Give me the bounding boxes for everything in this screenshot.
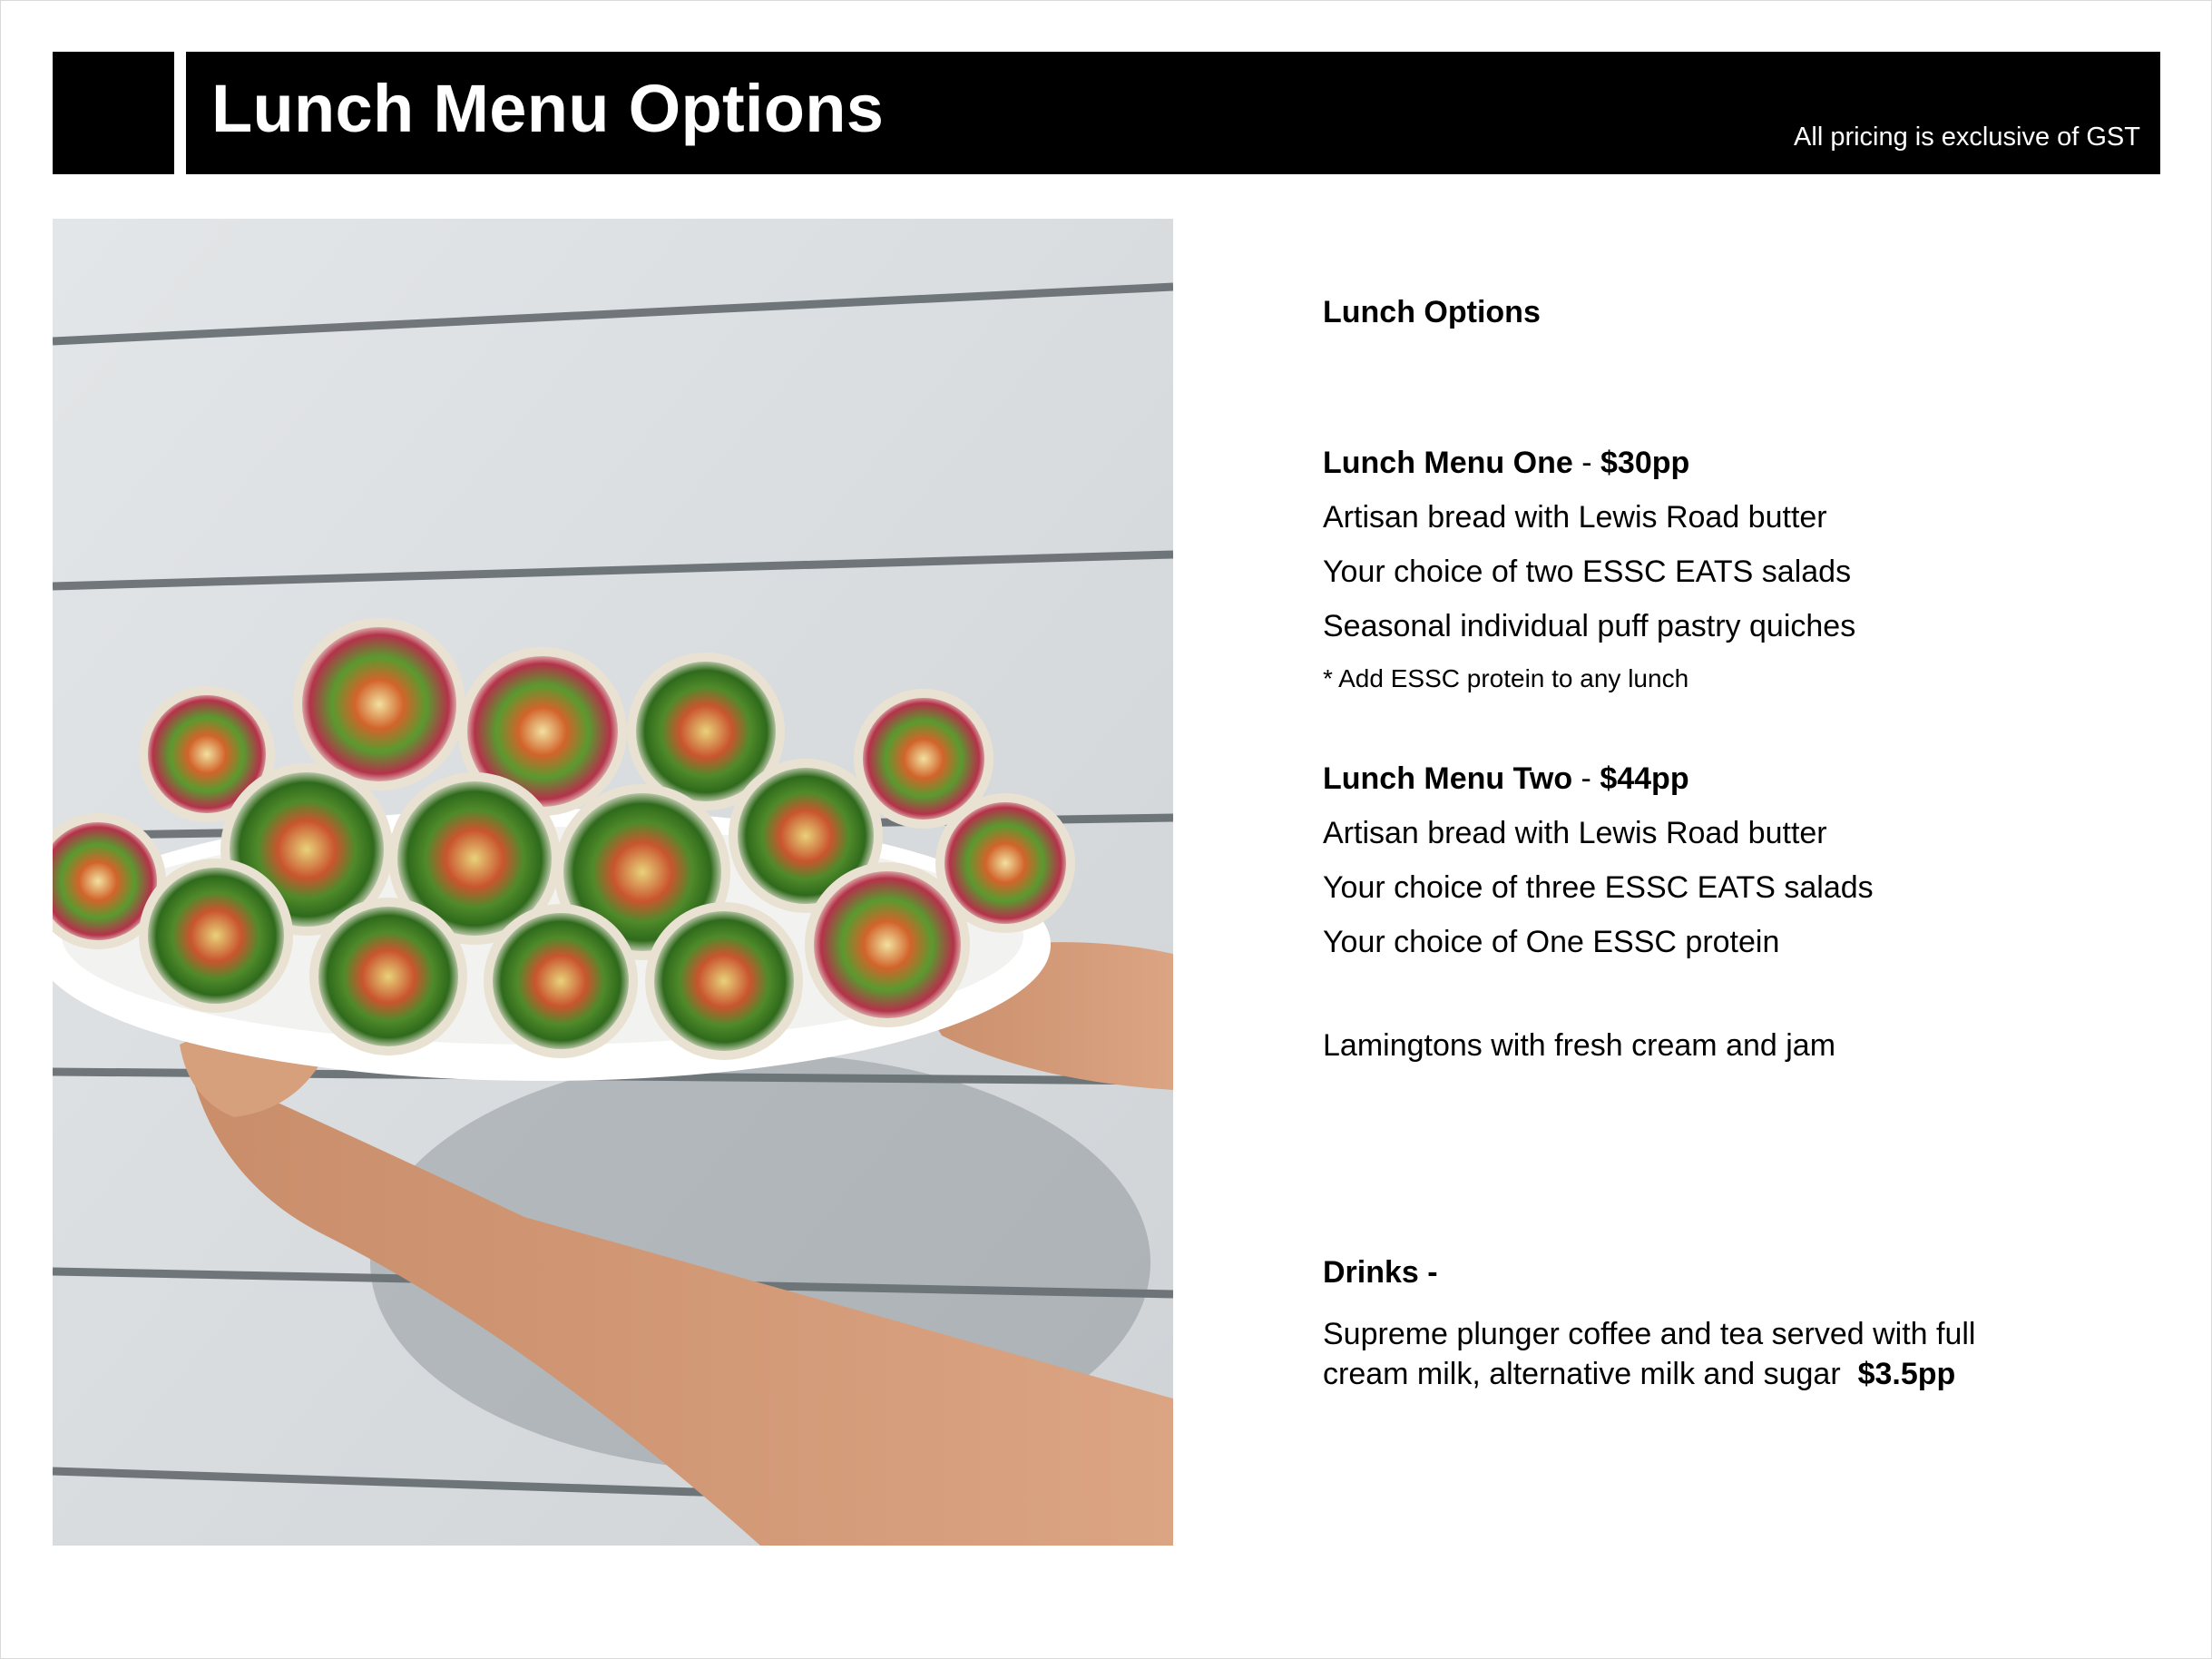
header-bar	[186, 52, 2160, 174]
menu-one-price: $30pp	[1600, 446, 1690, 480]
menu-two-price: $44pp	[1600, 761, 1689, 796]
menu-two-name: Lunch Menu Two	[1323, 761, 1573, 796]
menu-one-item: Artisan bread with Lewis Road butter	[1323, 500, 1827, 535]
menu-one-item: Seasonal individual puff pastry quiches	[1323, 609, 1856, 643]
menu-two-extra: Lamingtons with fresh cream and jam	[1323, 1028, 1836, 1063]
menu-one-separator: -	[1572, 446, 1600, 480]
menu-two-item: Your choice of three ESSC EATS salads	[1323, 870, 1874, 905]
menu-one-name: Lunch Menu One	[1323, 446, 1573, 480]
food-photo	[53, 219, 1173, 1546]
menu-two-item: Your choice of One ESSC protein	[1323, 925, 1780, 959]
menu-two-heading	[1323, 761, 1689, 797]
menu-one-item: Your choice of two ESSC EATS salads	[1323, 555, 1852, 589]
drinks-line: Supreme plunger coffee and tea served with full	[1323, 1317, 1976, 1351]
menu-two-item: Artisan bread with Lewis Road butter	[1323, 816, 1827, 850]
page-title: Lunch Menu Options	[211, 71, 885, 146]
drinks-heading: Drinks -	[1323, 1255, 1438, 1290]
menu-one-heading	[1323, 445, 1689, 481]
header-accent-block	[53, 52, 174, 174]
drinks-line	[1323, 1356, 1955, 1392]
gst-note: All pricing is exclusive of GST	[1794, 123, 2140, 152]
menu-one-footnote: * Add ESSC protein to any lunch	[1323, 664, 1689, 692]
drinks-price: $3.5pp	[1857, 1357, 1956, 1391]
section-title: Lunch Options	[1323, 295, 1541, 329]
drinks-line-text: cream milk, alternative milk and sugar	[1323, 1357, 1841, 1391]
menu-two-separator: -	[1572, 761, 1600, 796]
